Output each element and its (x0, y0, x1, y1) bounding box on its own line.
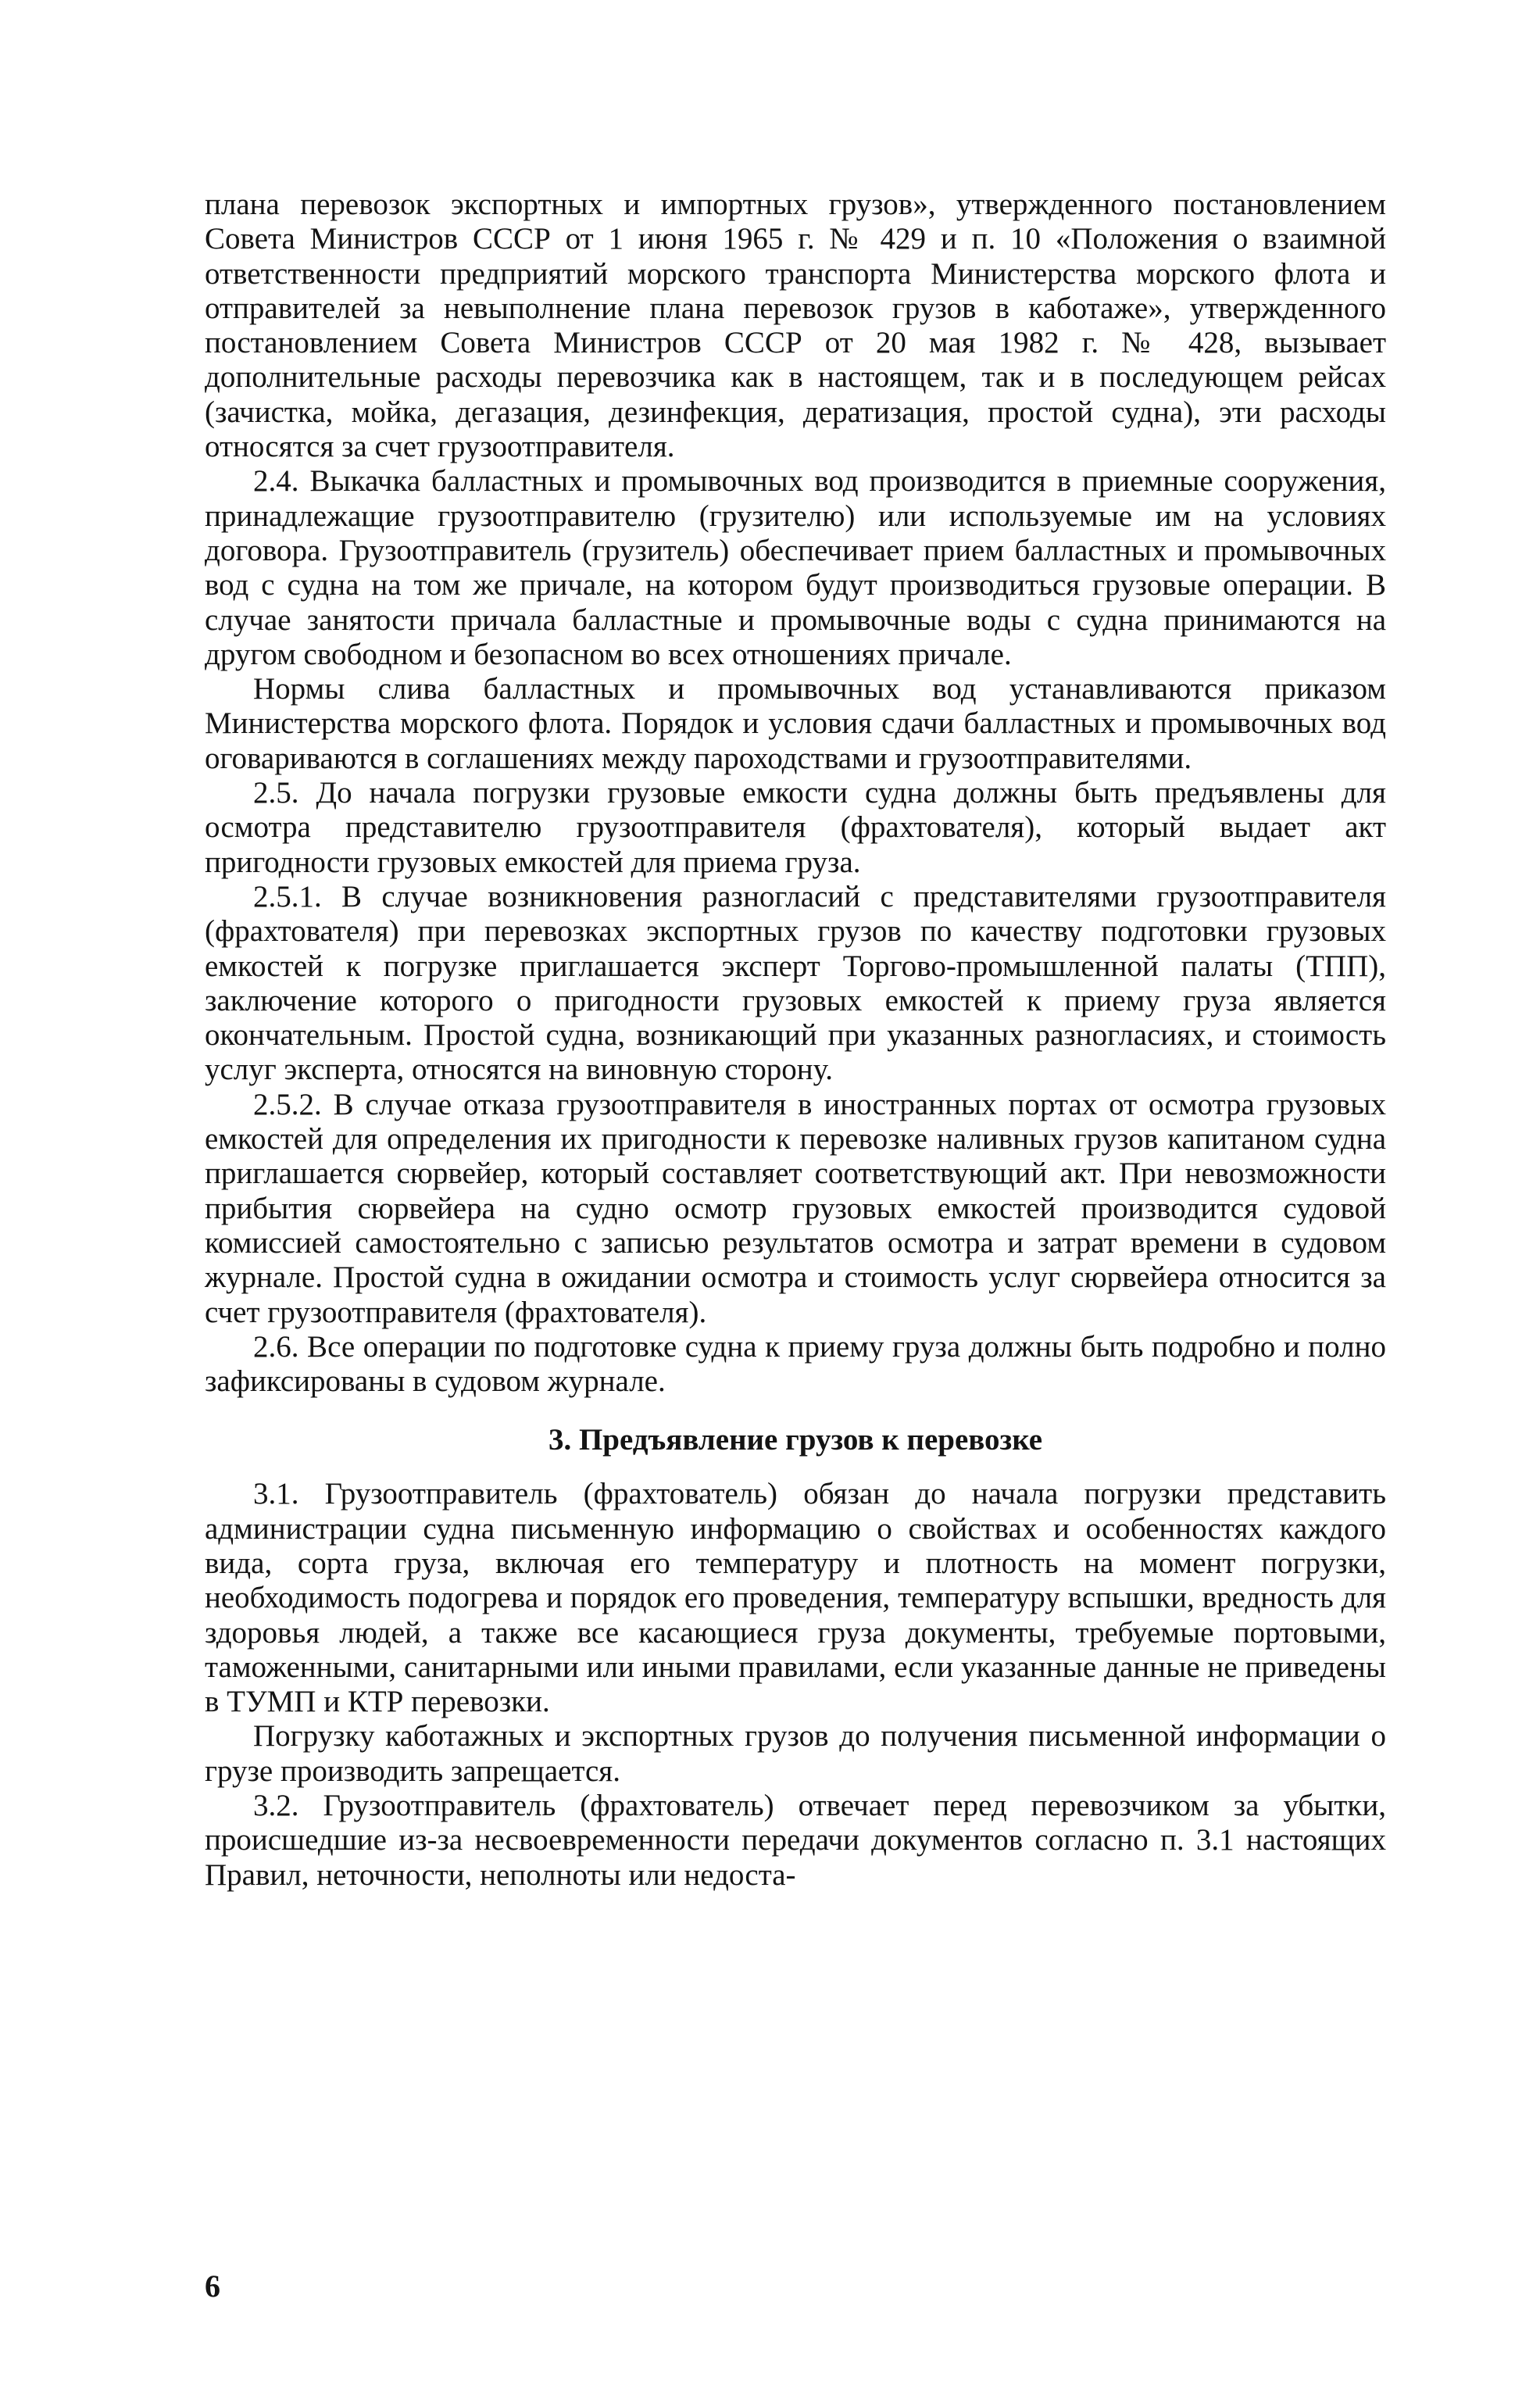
page-number: 6 (205, 2269, 220, 2304)
paragraph-3-2: 3.2. Грузоотправитель (фрахтователь) отвечает перед перевозчиком за убытки, происшедшие из-за несвоевременности передачи документов согласно п. 3.1 настоящих Правил, неточности, неполноты или недоста- (205, 1789, 1386, 1892)
paragraph-loading-prohibition: Погрузку каботажных и экспортных грузов до получения письменной информации о грузе производить запрещается. (205, 1719, 1386, 1788)
paragraph-2-5-2: 2.5.2. В случае отказа грузоотправителя в иностранных портах от осмотра грузовых емкостей для определения их пригодности к перевозке наливных грузов капитаном судна приглашается сюрвейер, который составляет соответствующий акт. При невозможности прибытия сюрвейера на судно осмотр грузовых емкостей производится судовой комиссией самостоятельно с записью результатов осмотра и затрат времени в судовом журнале. Простой судна в ожидании осмотра и стоимость услуг сюрвейера относится за счет грузоотправителя (фрахтователя). (205, 1087, 1386, 1329)
section-heading: 3. Предъявление грузов к перевозке (548, 1423, 1043, 1457)
paragraph-2-5: 2.5. До начала погрузки грузовые емкости судна должны быть предъявлены для осмотра представителю грузоотправителя (фрахтователя), который выдает акт пригодности грузовых емкостей для приема груза. (205, 776, 1386, 879)
paragraph-2-4: 2.4. Выкачка балластных и промывочных вод производится в приемные сооружения, принадлежащие грузоотправителю (грузителю) или используемые им на условиях договора. Грузоотправитель (грузитель) обеспечивает прием балластных и промывочных вод с судна на том же причале, на котором будут производиться грузовые операции. В случае занятости причала балластные и промывочные воды с судна принимаются на другом свободном и безопасном во всех отношениях причале. (205, 464, 1386, 671)
paragraph-3-1: 3.1. Грузоотправитель (фрахтователь) обязан до начала погрузки представить администрации судна письменную информацию о свойствах и особенностях каждого вида, сорта груза, включая его температуру и плотность на момент погрузки, необходимость подогрева и порядок его проведения, температуру вспышки, вредность для здоровья людей, а также все касающиеся груза документы, требуемые портовыми, таможенными, санитарными или иными правилами, если указанные данные не приведены в ТУМП и КТР перевозки. (205, 1477, 1386, 1719)
paragraph-2-5-1: 2.5.1. В случае возникновения разногласий с представителями грузоотправителя (фрахтователя) при перевозках экспортных грузов по качеству подготовки грузовых емкостей к погрузке приглашается эксперт Торгово-промышленной палаты (ТПП), заключение которого о пригодности грузовых емкостей к приему груза является окончательным. Простой судна, возникающий при указанных разногласиях, и стоимость услуг эксперта, относятся на виновную сторону. (205, 879, 1386, 1087)
paragraph-2-6: 2.6. Все операции по подготовке судна к приему груза должны быть подробно и полно зафиксированы в судовом журнале. (205, 1329, 1386, 1399)
document-page (205, 188, 1386, 2313)
paragraph-ballast-norms: Нормы слива балластных и промывочных вод устанавливаются приказом Министерства морского флота. Порядок и условия сдачи балластных и промывочных вод оговариваются в соглашениях между пароходствами и грузоотправителями. (205, 672, 1386, 775)
paragraph-continuation: плана перевозок экспортных и импортных грузов», утвержденного постановлением Совета Министров СССР от 1 июня 1965 г. № 429 и п. 10 «Положения о взаимной ответственности предприятий морского транспорта Министерства морского флота и отправителей за невыполнение плана перевозок грузов в каботаже», утвержденного постановлением Совета Министров СССР от 20 мая 1982 г. № 428, вызывает дополнительные расходы перевозчика как в настоящем, так и в последующем рейсах (зачистка, мойка, дегазация, дезинфекция, дератизация, простой судна), эти расходы относятся за счет грузоотправителя. (205, 188, 1386, 464)
